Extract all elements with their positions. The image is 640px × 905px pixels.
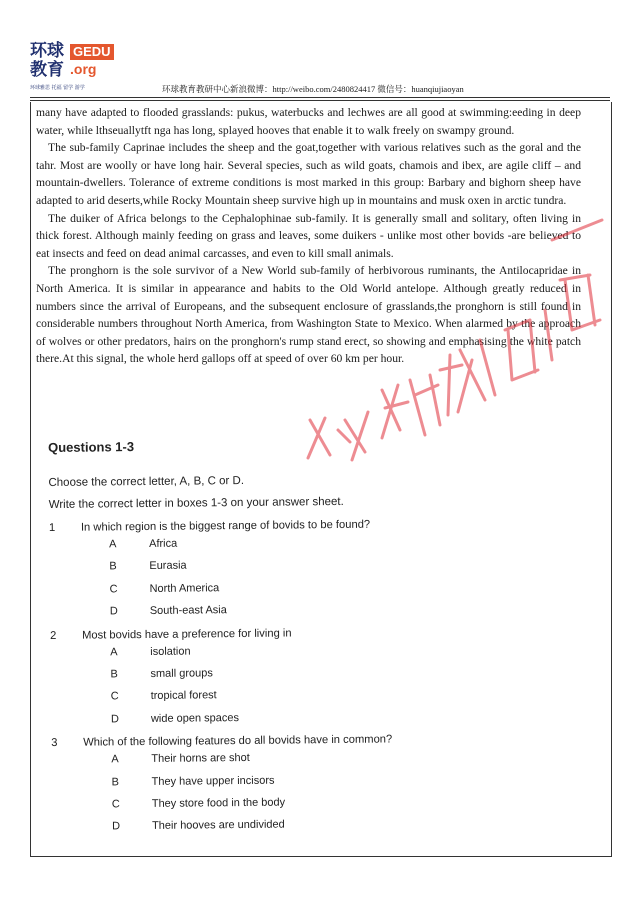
header-contact-info: 环球教育教研中心新浪微博：http://weibo.com/2480824417 微信号：huanqiujiaoyan (162, 84, 464, 94)
gedu-logo (30, 42, 116, 90)
logo-tagline: 环球雅思 托福 留学 游学 (30, 85, 85, 91)
question-2 (50, 625, 491, 731)
option-3c: C They store food in the body (111, 796, 286, 811)
instruction-write: Write the correct letter in boxes 1-3 on your answer sheet. (48, 495, 344, 511)
option-1a: A Africa (109, 537, 178, 551)
option-2c: C tropical forest (110, 689, 217, 703)
passage-paragraph: many have adapted to flooded grasslands: pukus, waterbucks and lechwes are all good at swimming:eeding in deep water, while lthseuallytft nga has long, splayed hooves that enable it to walk freely on swampy ground. (36, 106, 581, 137)
passage-paragraph: The sub-family Caprinae includes the sheep and the goat,together with various relatives such as the goral and the tahr. Most are woolly or have long hair. Several species, such as wild goats, chamois and ibex, are agile cliff – and mountain-dwellers. Tolerance of extreme conditions is most marked in this group: Barbary and bighorn sheep have adapted to arid deserts,while Rocky Mountain sheep survive high up in mountains and musk oxen in arctic tundra. (36, 141, 581, 207)
page-header (30, 40, 610, 100)
header-divider (30, 97, 610, 98)
question-number: 3 (51, 737, 58, 750)
option-1c: C North America (109, 581, 220, 596)
question-stem: Most bovids have a preference for living in (81, 627, 292, 642)
option-1d: D South-east Asia (109, 604, 227, 618)
question-1 (49, 517, 490, 623)
option-2d: D wide open spaces (110, 711, 240, 726)
option-3d: D Their hooves are undivided (111, 818, 285, 833)
header-divider-2 (30, 100, 610, 101)
question-stem: In which region is the biggest range of bovids to be found? (80, 518, 371, 534)
questions-title: Questions 1-3 (48, 439, 135, 455)
option-3b: B They have upper incisors (111, 774, 275, 788)
passage-paragraph: The pronghorn is the sole survivor of a New World sub-family of herbivorous ruminants, the Antilocapridae in North America. It is similar in appearance and habits to the Old World antelope. Although greatly reduced in numbers since the arrival of Europeans, and the subsequent enclosure of grasslands,the pronghorn is still found in considerable numbers throughout North America, from Washington State to Mexico. When alarmed by the approach of wolves or other predators, hairs on the pronghorn's rump stand erect, so showing and emphasising the white patch there.At this signal, the whole herd gallops off at speed of over 60 km per hour. (36, 264, 581, 366)
option-1b: B Eurasia (109, 559, 187, 573)
option-2b: B small groups (110, 667, 213, 681)
logo-chinese-text: 环球教育 (30, 41, 64, 80)
reading-passage (36, 104, 581, 368)
passage-paragraph: The duiker of Africa belongs to the Cephalophinae sub-family. It is generally small and solitary, often living in thick forest. Although mainly feeding on grass and leaves, some duikers - unlike most other bovids -are believed to eat insects and feed on dead animal carcasses, and even to kill small animals. (36, 211, 581, 260)
logo-gedu-text: GEDU (70, 44, 114, 60)
question-stem: Which of the following features do all bovids have in common? (83, 733, 393, 749)
option-3a: A Their horns are shot (111, 752, 250, 766)
question-number: 2 (49, 629, 57, 642)
question-3 (51, 733, 492, 839)
questions-section (48, 435, 492, 838)
question-number: 1 (48, 521, 56, 534)
logo-org-text: .org (70, 61, 97, 77)
instruction-choose: Choose the correct letter, A, B, C or D. (48, 474, 245, 489)
option-2a: A isolation (110, 645, 191, 658)
